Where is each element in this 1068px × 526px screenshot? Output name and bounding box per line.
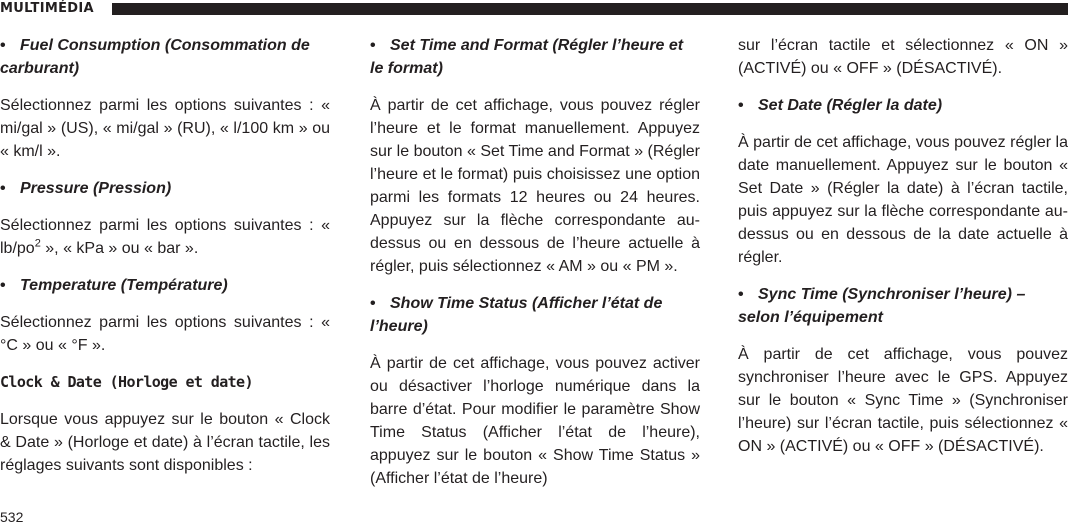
page-number: 532 <box>0 509 24 525</box>
show-time-text: À partir de cet affichage, vous pouvez activer ou désactiver l’horloge numérique dans la barre d’état. Pour modifier le paramètre Show Time Status (Afficher l’état de l’heure), appuyez sur le bouton « Show Time Status » (Afficher l’état de l’heure) <box>370 355 700 487</box>
clock-date-text: Lorsque vous appuyez sur le bouton « Clock & Date » (Horloge et date) à l’écran tactile, les réglages suivants sont disponibles : <box>0 411 330 474</box>
bullet-icon: • <box>738 97 744 114</box>
bullet-icon: • <box>0 37 6 54</box>
sync-time-text: À partir de cet affichage, vous pouvez synchroniser l’heure avec le GPS. Appuyez sur le bouton « Sync Time » (Synchroniser l’heure) sur l’écran tactile, puis sélectionnez « ON » (ACTIVÉ) ou « OFF » (DÉSACTIVÉ). <box>738 346 1068 455</box>
section-title: MULTIMÉDIA <box>0 1 94 16</box>
column-1 <box>0 34 330 477</box>
set-time-heading: • Set Time and Format (Régler l’heure et le format) <box>370 34 700 80</box>
clock-date-title: Clock & Date (Horloge et date) <box>0 373 253 391</box>
fuel-consumption-text: Sélectionnez parmi les options suivantes : « mi/gal » (US), « mi/gal » (RU), « l/100 km » ou « km/l ». <box>0 97 330 160</box>
bullet-icon: • <box>370 295 376 312</box>
temperature-heading: • Temperature (Température) <box>0 274 330 297</box>
column-2 <box>370 34 700 490</box>
header-rule <box>112 3 1068 15</box>
fuel-consumption-heading: • Fuel Consumption (Consommation de carburant) <box>0 34 330 80</box>
bullet-icon: • <box>0 277 6 294</box>
column-3 <box>738 34 1068 458</box>
bullet-icon: • <box>0 180 6 197</box>
set-time-text: À partir de cet affichage, vous pouvez régler l’heure et le format manuellement. Appuyez sur le bouton « Set Time and Format » (Régler l’heure et le format) puis choisissez une option parmi les formats 12 heures ou 24 heures. Appuyez sur la flèche correspondante au-dessus ou en dessous de l’heure actuelle à régler, puis sélectionnez « AM » ou « PM ». <box>370 97 700 275</box>
bullet-icon: • <box>738 286 744 303</box>
show-time-continued-text: sur l’écran tactile et sélectionnez « ON » (ACTIVÉ) ou « OFF » (DÉSACTIVÉ). <box>738 37 1068 77</box>
show-time-heading: • Show Time Status (Afficher l’état de l’heure) <box>370 292 700 338</box>
pressure-heading: • Pressure (Pression) <box>0 177 330 200</box>
set-date-text: À partir de cet affichage, vous pouvez régler la date manuellement. Appuyez sur le bouton « Set Date » (Régler la date) à l’écran tactile, puis appuyez sur la flèche correspondante au-dessus ou en dessous de la date actuelle à régler. <box>738 134 1068 266</box>
temperature-text: Sélectionnez parmi les options suivantes : « °C » ou « °F ». <box>0 314 330 354</box>
page-header <box>0 0 1068 18</box>
bullet-icon: • <box>370 37 376 54</box>
pressure-text: Sélectionnez parmi les options suivantes : « $lb/po^2$ », « kPa » ou « bar ». <box>0 217 330 257</box>
sync-time-heading: • Sync Time (Synchroniser l’heure) – selon l’équipement <box>738 283 1068 329</box>
set-date-heading: • Set Date (Régler la date) <box>738 94 1068 117</box>
